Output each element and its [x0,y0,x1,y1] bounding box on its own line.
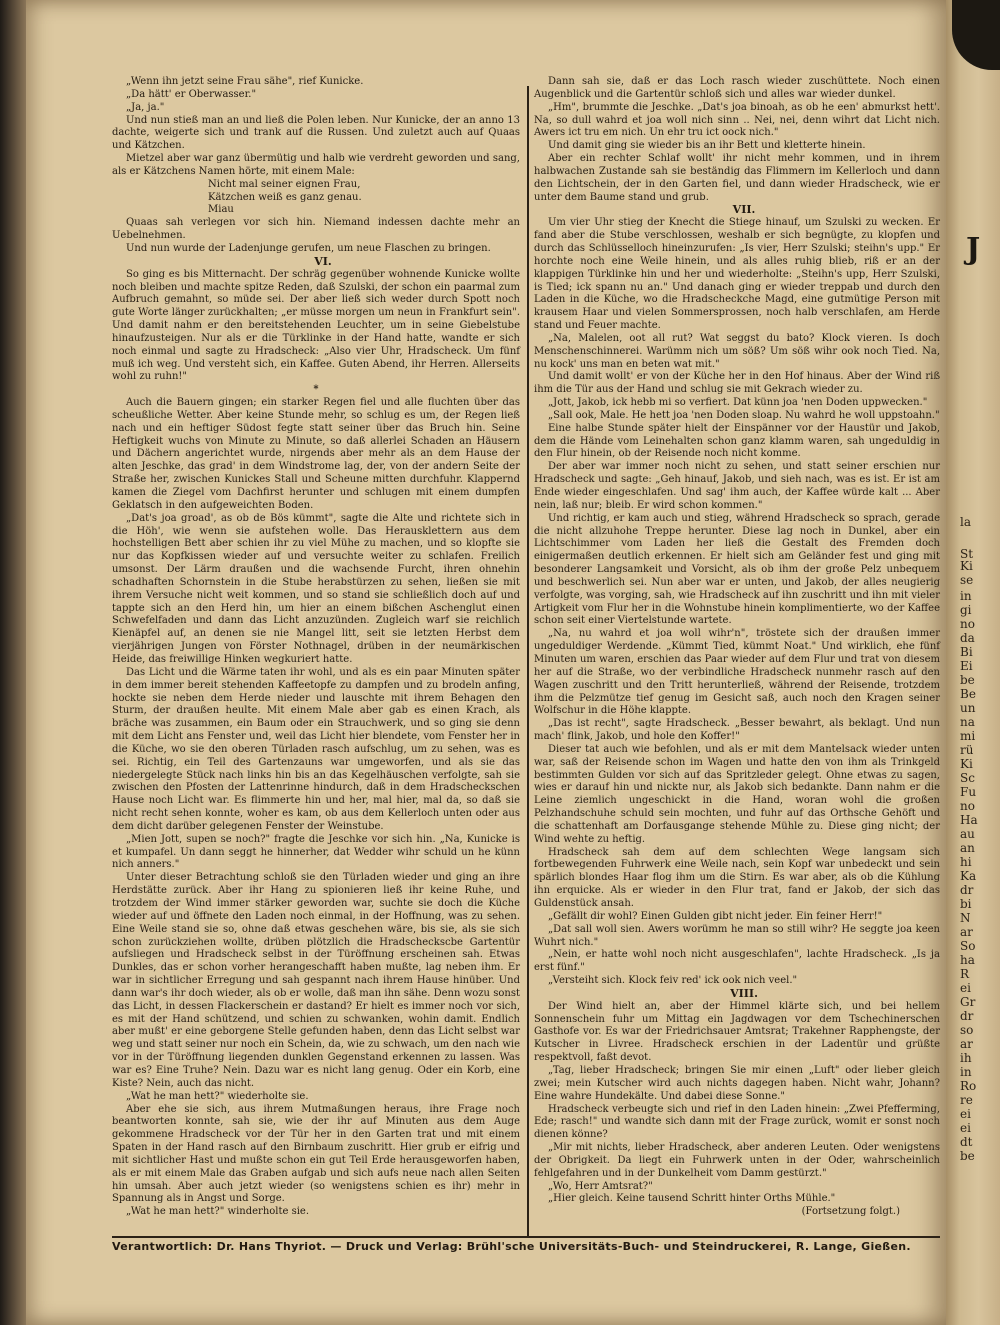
paragraph: „Sall ook, Male. He hett joa 'nen Doden sloap. Nu wahrd he woll uppstoahn." [548,409,940,421]
paragraph: Mietzel aber war ganz übermütig und halb wie verdreht geworden und sang, als er Kätzchens Namen hörte, mit einem Male: [112,153,520,177]
adjacent-page-text-fragment: Ki [960,559,973,573]
adjacent-page-text-fragment: no [960,799,975,813]
continuation-note: (Fortsetzung folgt.) [801,1206,900,1218]
adjacent-page-text-fragment: la [960,515,971,529]
paragraph: „Das ist recht", sagte Hradscheck. „Besser bewahrt, als beklagt. Und nun mach' flink, Jakob, und hole den Koffer!" [534,718,940,743]
adjacent-page-text-fragment: rü [960,743,974,757]
paragraph: Und damit ging sie wieder bis an ihr Bett und kletterte hinein. [548,140,866,152]
book-spine [0,0,26,1325]
paragraph: Quaas sah verlegen vor sich hin. Niemand indessen dachte mehr an Uebelnehmen. [112,217,520,242]
adjacent-page-text-fragment: re [960,1093,973,1107]
paragraph: Der aber war immer noch nicht zu sehen, und statt seiner erschien nur Hradscheck und sagte: „Geh hinauf, Jakob, und sieh nach, was es ist. Er ist am Ende wieder eingeschlafen. Und sag' ihm auch, der Kaffee würde kalt ... Aber nein, laß nur; bleib. Er wird schon kommen." [534,461,940,511]
adjacent-page-text-fragment: be [960,673,975,687]
adjacent-page-text-fragment: Be [960,687,976,701]
paragraph: „Mir mit nichts, lieber Hradscheck, aber anderen Leuten. Oder wenigstens der Obrigkeit. Da liegt ein Fuhrwerk unten in der Oder, wahrscheinlich fehlgefahren und in der Dunkelheit vom Damm gestürzt." [534,1142,940,1179]
adjacent-page-text-fragment: au [960,827,975,841]
adjacent-page-text-fragment: ei [960,981,971,995]
paragraph: „Hm", brummte die Jeschke. „Dat's joa binoah, as ob he een' abmurkst hett'. Na, so dull wahrd et joa woll nich sinn .. Nei, nei, denn wihrt dat Licht nich. Awers ict tru em nich. Un ehr tru ict oock nich." [534,101,940,139]
paragraph: Eine halbe Stunde später hielt der Einspänner vor der Haustür und Jakob, dem die Hände vom Leinehalten schon ganz klamm waren, sah ungeduldig in den Flur hinein, ob der Reisende noch nicht komme. [534,422,940,460]
paragraph: Hradscheck sah dem auf dem schlechten Wege langsam sich fortbewegenden Fuhrwerk eine Weile nach, sein Kopf war unbedeckt und sein spärlich blondes Haar flog ihm um die Stirn. Es war aber, als ob die Kühlung ihn erquicke. Als er wieder in den Flur trat, fand er Jakob, der sich das Guldenstück ansah. [534,846,940,909]
section-break: * [313,384,319,396]
adjacent-page-text-fragment: gi [960,603,972,617]
left-column [112,76,520,1219]
paragraph: Und nun stieß man an und ließ die Polen leben. Nur Kunicke, der an anno 13 dachte, weigerte sich und trank auf die Russen. Und zuletzt auch auf Quaas und Kätzchen. [112,114,520,152]
paragraph: „Hier gleich. Keine tausend Schritt hinter Orths Mühle." [548,1193,836,1205]
adjacent-page-text-fragment: in [960,1065,972,1079]
paragraph: „Wenn ihn jetzt seine Frau sähe", rief Kunicke. [126,76,364,87]
paragraph: „Gefällt dir wohl? Einen Gulden gibt nicht jeder. Ein feiner Herr!" [548,910,883,922]
paragraph: Hradscheck verbeugte sich und rief in den Laden hinein: „Zwei Pfefferming, Ede; rasch!" und wandte sich dann mit der Frage zurück, womit er sonst noch dienen könne? [534,1103,940,1141]
adjacent-page-text-fragment: Sc [960,771,975,785]
right-column [534,76,940,1219]
paragraph: „Wat he man hett?" winderholte sie. [126,1206,310,1218]
adjacent-page-text-fragment: hi [960,855,972,869]
footer-rule [112,1236,940,1238]
paragraph: „Dat's joa groad', as ob de Bös kümmt", sagte die Alte und richtete sich in die Höh', wie wenn sie aufstehen wolle. Das Herausklettern aus dem hochstelligen Bett aber schien ihr zu viel Mühe zu machen, und so klopfte sie nur das Kopfkissen wieder auf und versuchte weiter zu schlafen. Freilich umsonst. Der Lärm draußen und die wachsende Furcht, ihren ohnehin schadhaften Schornstein in die Stube herabstürzen zu sehen, ließen sie mit ihrem Versuche nicht weit kommen, und so stand sie schließlich doch auf und tappte sich an den Herd hin, um hier an einem bißchen Aschenglut einen Schwefelfaden und dann das Licht anzuzünden. Zugleich warf sie reichlich Kienäpfel auf, an denen sie nie Mangel litt, seit sie letzten Herbst dem vierjährigen Jungen von Förster Nothnagel, drüben in der neumärkischen Heide, das freiwillige Hinken wegkuriert hatte. [112,512,520,665]
adjacent-page-text-fragment: Ka [960,869,977,883]
adjacent-page-text-fragment: ih [960,1051,972,1065]
adjacent-page-text-fragment: Ei [960,659,973,673]
paragraph: „Tag, lieber Hradscheck; bringen Sie mir einen „Luft" oder lieber gleich zwei; mein Kutscher wird auch nichts dagegen haben. Nicht wahr, Johann? Eine wahre Hundekälte. Und dabei diese Sonne." [534,1064,940,1102]
paragraph: „Dat sall woll sien. Awers worümm he man so still wihr? He seggte joa keen Wuhrt nich." [534,923,940,948]
paragraph: Unter dieser Betrachtung schloß sie den Türladen wieder und ging an ihre Herdstätte zurück. Aber ihr Hang zu spionieren ließ ihr keine Ruhe, und trotzdem der Wind immer stärker geworden war, suchte sie doch die Küche wieder auf und öffnete den Laden noch einmal, in der Hoffnung, was zu sehen. Eine Weile stand sie so, ohne daß etwas geschehen wäre, bis sie, als sie sich schon zurückziehen wollte, drüben plötzlich die Hradscheckscbe Gartentür aufsliegen und Hradscheck selbst in der Türöffnung erscheinen sah. Etwas Dunkles, das er schon vorher herangeschafft haben mußte, lag neben ihm. Er war in sichtlicher Erregung und sah gespannt nach ihrem Hause hinüber. Und dann war's ihr doch wieder, als ob er wolle, daß man ihn sähe. Denn wozu sonst das Licht, in dessen Flackerschein er dastand? Er hielt es immer noch vor sich, es mit der Hand schützend, und schien zu schwanken, wohin damit. Endlich aber mußt' er eine geborgene Stelle gefunden haben, denn das Licht selbst war weg und statt seiner nur noch ein Schein, da, wie zu schwach, um den nach wie vor in der Türöffnung liegenden dunklen Gegenstand erkennen zu lassen. Was war es? Eine Truhe? Nein. Dazu war es nicht lang genug. Oder ein Korb, eine Kiste? Nein, auch das nicht. [112,872,520,1089]
paragraph: „Jott, Jakob, ick hebb mi so verfiert. Dat künn joa 'nen Doden uppwecken." [548,397,928,409]
paragraph: Das Licht und die Wärme taten ihr wohl, und als es ein paar Minuten später in dem immer bereit stehenden Kaffeetopfe zu dampfen und zu brodeln anfing, hockte sie neben dem Herde nieder und lauschte mit ihrem Behagen den Sturm, der draußen heulte. Mit einem Male aber gab es einen Krach, als bräche was zusammen, ein Baum oder ein Strauchwerk, und so ging sie denn mit dem Licht ans Fenster und, weil das Licht hier blendete, vom Fenster her in die Küche, wo sie den oberen Türladen rasch aufschlug, um zu sehen, was es sei. Richtig, ein Teil des Gartenzauns war umgeworfen, und als sie das niedergelegte Stück nach links hin bis an das Kegelhäuschen verfolgte, sah sie zwischen den Pfosten der Lattenrinne hindurch, daß in dem Hradscheckschen Hause noch Licht war. Es flimmerte hin und her, mal hier, mal da, so daß sie nicht recht sehen konnte, woher es kam, ob aus dem Kellerloch unten oder aus dem dicht darüber gelegenen Fenster der Weinstube. [112,666,520,832]
adjacent-page-text-fragment: no [960,617,975,631]
adjacent-page-text-fragment: an [960,841,975,855]
paragraph: Aber ehe sie sich, aus ihrem Mutmaßungen heraus, ihre Frage noch beantworten konnte, sah sie, wie der ihr auf Minuten aus dem Auge gekommene Hradscheck vor der Tür her in den Garten trat und mit einem Spaten in der Hand rasch auf den Birnbaum zuschritt. Hier grub er eifrig und mit sichtlicher Hast und mußte schon ein gut Teil Erde herausgeworfen haben, als er mit einem Male das Graben aufgab und sich aufs neue nach allen Seiten hin umsah. Aber auch jetzt wieder (so wenigstens schien es ihr) mehr in Spannung als in Angst und Sorge. [112,1103,520,1205]
adjacent-page-text-fragment: St [960,547,974,561]
adjacent-page-text-fragment: so [960,1023,974,1037]
adjacent-page-text-fragment: Ki [960,757,973,771]
verse-line: Miau [208,204,234,216]
adjacent-page-text-fragment: Ro [960,1079,977,1093]
adjacent-page-text-fragment: mi [960,729,976,743]
adjacent-page-text-fragment: N [960,911,971,925]
adjacent-page-text-fragment: ar [960,1037,973,1051]
paragraph: „Da hätt' er Oberwasser." [126,88,257,100]
adjacent-page-edge [946,0,1000,1325]
adjacent-page-initial: J [966,232,981,267]
paragraph: Und richtig, er kam auch und stieg, während Hradscheck so sprach, gerade die nicht allzuhohe Treppe herunter. Diese lag noch in Dunkel, aber ein Lichtschimmer vom Laden her ließ die Gestalt des Fremden doch einigermaßen deutlich erkennen. Er hielt sich am Geländer fest und ging mit besonderer Langsamkeit und Vorsicht, als ob ihm der große Pelz unbequem und beschwerlich sei. Nun aber war er unten, und Jakob, der alles neugierig verfolgte, was vorging, sah, wie Hradscheck auf ihn zuschritt und ihn mit vieler Artigkeit vom Flur her in die Wohnstube hinein komplimentierte, wo der Kaffee schon seit einer Viertelstunde wartete. [534,512,940,627]
chapter-heading: VII. [732,203,756,217]
paragraph: Dann sah sie, daß er das Loch rasch wieder zuschüttete. Noch einen Augenblick und die Gartentür schloß sich und alles war wieder dunkel. [534,76,940,100]
paragraph: Um vier Uhr stieg der Knecht die Stiege hinauf, um Szulski zu wecken. Er fand aber die Stube verschlossen, weshalb er sich begnügte, zu klopfen und durch das Schlüsselloch hineinzurufen: „Is vier, Herr Szulski; steihn's upp." Er horchte noch eine Weile hinein, und als alles ruhig blieb, riß er an der klappigen Türklinke hin und her und wiederholte: „Steihn's upp, Herr Szulski, is Tied; ick spann nu an." Und danach ging er wieder treppab und durch den Laden in die Küche, wo die Hradscheckche Magd, eine gutmütige Person mit krausem Haar und vielen Sommersprossen, noch halb verschlafen, am Herde stand und Feuer machte. [534,217,940,332]
paragraph: „Ja, ja." [126,101,165,113]
column-divider [527,86,529,1238]
adjacent-page-text-fragment: ei [960,1107,971,1121]
chapter-heading: VIII. [730,986,758,1000]
imprint-footer: Verantwortlich: Dr. Hans Thyriot. — Druck und Verlag: Brühl'sche Universitäts-Buch- und Steindruckerei, R. Lange, Gießen. [112,1240,911,1253]
paragraph: „Versteiht sich. Klock feiv red' ick ook nich veel." [548,975,798,987]
adjacent-page-text-fragment: in [960,589,972,603]
paragraph: „Wo, Herr Amtsrat?" [548,1180,653,1192]
adjacent-page-dark-corner [952,0,1000,70]
adjacent-page-text-fragment: Ha [960,813,978,827]
paragraph: Der Wind hielt an, aber der Himmel klärte sich, und bei hellem Sonnenschein fuhr um Mittag ein Jagdwagen vor dem Tschechinerschen Gasthofe vor. Es war der Friedrichsauer Amtsrat; Trakehner Rapphengste, der Kutscher in Livree. Hradscheck erschien in der Ladentür und grüßte respektvoll, faßt devot. [534,1000,940,1064]
adjacent-page-text-fragment: Bi [960,645,973,659]
paragraph: Auch die Bauern gingen; ein starker Regen fiel und alle fluchten über das scheußliche Wetter. Aber keine Stunde mehr, so schlug es um, der Regen ließ nach und ein heftiger Südost fegte statt seiner über das Bruch hin. Seine Heftigkeit wuchs von Minute zu Minute, so daß allerlei Schaden an Häusern und Dächern angerichtet wurde, nirgends aber mehr als an dem Hause der alten Jeschke, das grad' in dem Windstrome lag, der, von der andern Seite der Straße her, zwischen Kunickes Stall und Scheune mitten durchfuhr. Klappernd kamen die Ziegel vom Dachfirst herunter und schlugen mit einem dumpfen Geklatsch in den aufgeweichten Boden. [112,397,520,511]
adjacent-page-text-fragment: dr [960,883,974,897]
verse-line: Nicht mal seiner eignen Frau, [208,178,361,190]
adjacent-page-text-fragment: ar [960,925,973,939]
paragraph: Aber ein rechter Schlaf wollt' ihr nicht mehr kommen, und in ihrem halbwachen Zustande sah sie beständig das Flimmern im Kellerloch und dann den Lichtschein, der in den Garten fiel, und dann wieder Hradscheck, wie er unter dem Baume stand und grub. [534,153,940,203]
adjacent-page-text-fragment: da [960,631,975,645]
adjacent-page-text-fragment: dr [960,1009,974,1023]
paragraph: „Wat he man hett?" wiederholte sie. [126,1090,309,1102]
verse-line: Kätzchen weiß es ganz genau. [208,191,362,203]
adjacent-page-text-fragment: ei [960,1121,971,1135]
paragraph: Dieser tat auch wie befohlen, und als er mit dem Mantelsack wieder unten war, saß der Reisende schon im Wagen und hatte den von ihm als Trinkgeld bestimmten Gulden vor sich auf das Spritzleder gelegt. Ohne etwas zu sagen, wies er darauf hin und nickte nur, als Jakob sich bedankte. Dann nahm er die Leine ziemlich ungeschickt in die Hand, woran wohl die großen Pelzhandschuhe schuld sein mochten, und fuhr auf das Orthsche Gehöft und die schattenhaft am Dorfausgange stehende Mühle zu. Diese ging nicht; der Wind wehte zu heftig. [534,743,940,845]
adjacent-page-text-fragment: bi [960,897,972,911]
adjacent-page-text-fragment: se [960,573,974,587]
adjacent-page-text-fragment: Fu [960,785,977,799]
paragraph: „Mien Jott, supen se noch?" fragte die Jeschke vor sich hin. „Na, Kunicke is et kumpafel. Un dann seggt he hinnerher, dat Wedder wihr schuld un he künn nich anners." [112,833,520,871]
paragraph: So ging es bis Mitternacht. Der schräg gegenüber wohnende Kunicke wollte noch bleiben und machte spitze Reden, daß Szulski, der schon ein paarmal zum Aufbruch gemahnt, so müde sei. Der aber ließ sich weder durch Spott noch gute Worte länger zurückhalten; „er müsse morgen um neun in Frankfurt sein". Und damit nahm er den bereitstehenden Leuchter, um in seine Giebelstube hinaufzusteigen. Nur als er die Türklinke in der Hand hatte, wandte er sich noch einmal und sagte zu Hradscheck: „Also vier Uhr, Hradscheck. Um fünf muß ich weg. Und versteht sich, ein Kaffee. Guten Abend, ihr Herren. Allerseits wohl zu ruhn!" [112,268,520,383]
paragraph: „Na, Malelen, oot all rut? Wat seggst du bato? Klock vieren. Is doch Menschenschinnerei. Warümm nich um söß? Um söß wihr ook noch Tied. Na, nu kock' uns man en beten wat mit." [534,332,940,370]
adjacent-page-text-fragment: R [960,967,970,981]
adjacent-page-text-fragment: ha [960,953,975,967]
paragraph: „Nein, er hatte wohl noch nicht ausgeschlafen", lachte Hradscheck. „Is ja erst fünf." [534,949,940,974]
adjacent-page-text-fragment: na [960,715,975,729]
adjacent-page-text-fragment: dt [960,1135,973,1149]
adjacent-page-text-fragment: un [960,701,976,715]
paragraph: Und nun wurde der Ladenjunge gerufen, um neue Flaschen zu bringen. [126,242,491,254]
adjacent-page-text-fragment: So [960,939,976,953]
chapter-heading: VI. [314,254,332,268]
paragraph: Und damit wollt' er von der Küche her in den Hof hinaus. Aber der Wind riß ihm die Tür aus der Hand und schlug sie mit Gekrach wieder zu. [534,371,940,396]
adjacent-page-text-fragment: be [960,1149,975,1163]
adjacent-page-text-fragment: Gr [960,995,976,1009]
paragraph: „Na, nu wahrd et joa woll wihr'n", tröstete sich der draußen immer ungeduldiger Werdende. „Kümmt Tied, kümmt Noat." Und wirklich, ehe fünf Minuten um waren, erschien das Paar wieder auf dem Flur und trat von diesem her auf die Straße, wo der verbindliche Hradscheck nunmehr rasch auf den Wagen zuschritt und den Tritt herunterließ, während der Reisende, trotzdem ihm die Pelzmütze tief genug im Gesicht saß, auch noch den Kragen seiner Wolfschur in die Höhe klappte. [534,628,940,717]
